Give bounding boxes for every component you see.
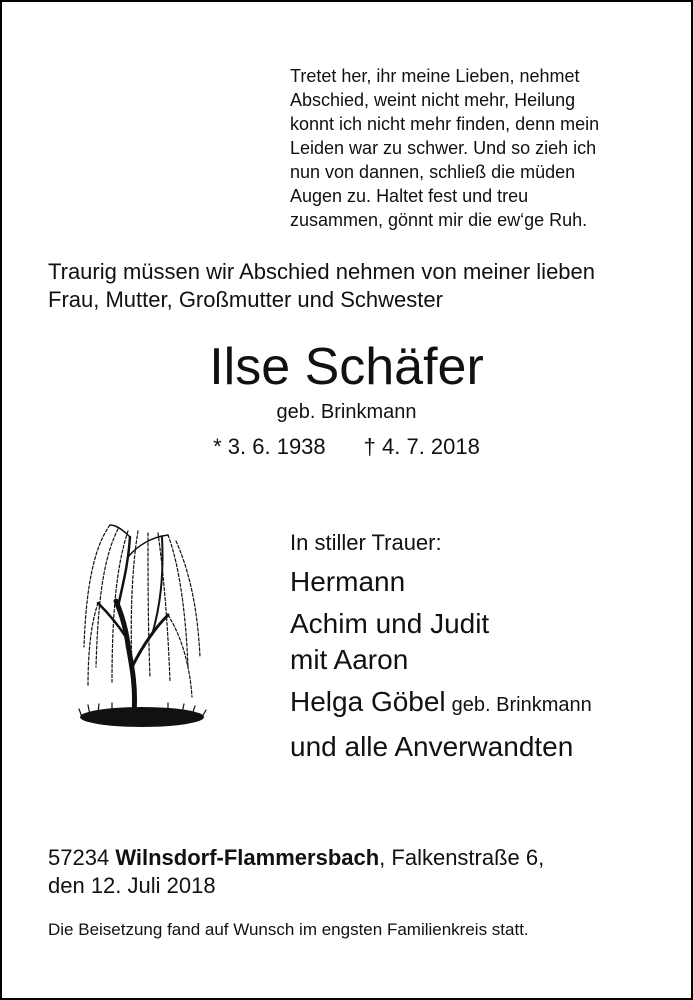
weeping-willow-icon	[72, 517, 212, 737]
mourner-entry	[290, 564, 690, 600]
burial-note: Die Beisetzung fand auf Wunsch im engsten Familienkreis statt.	[48, 920, 529, 939]
maiden-name: geb. Brinkmann	[276, 401, 417, 423]
intro-text	[48, 258, 688, 314]
poem	[290, 64, 690, 232]
mourner-name: Achim und Judit	[290, 608, 490, 639]
poem-line: Abschied, weint nicht mehr, Heilung	[290, 90, 576, 110]
mourner-name: mit Aaron	[290, 644, 409, 675]
mourner-name: Hermann	[290, 566, 406, 597]
mourner-entry	[290, 606, 690, 678]
poem-line: Leiden war zu schwer. Und so zieh ich	[290, 138, 597, 158]
poem-line: konnt ich nicht mehr finden, denn mein	[290, 114, 600, 134]
mourner-entry	[290, 684, 690, 723]
poem-line: nun von dannen, schließ die müden	[290, 162, 576, 182]
mourner-maiden-name: geb. Brinkmann	[451, 694, 592, 716]
city: Wilnsdorf-Flammersbach	[115, 845, 380, 870]
street: , Falkenstraße 6,	[379, 845, 545, 870]
intro-line: Frau, Mutter, Großmutter und Schwester	[48, 287, 443, 312]
life-dates	[2, 433, 691, 461]
date-line: den 12. Juli 2018	[48, 873, 216, 898]
intro-line: Traurig müssen wir Abschied nehmen von meiner lieben	[48, 259, 596, 284]
address-line	[48, 844, 688, 872]
death-date: † 4. 7. 2018	[363, 434, 480, 459]
address-block	[48, 844, 688, 900]
deceased-name: Ilse Schäfer	[209, 338, 484, 396]
mourners-block	[290, 528, 690, 771]
mourner-name: und alle Anverwandten	[290, 731, 574, 762]
mourners-label: In stiller Trauer:	[290, 530, 442, 555]
poem-line: Augen zu. Haltet fest und treu	[290, 186, 529, 206]
mourner-name-text: Helga Göbel	[290, 686, 446, 717]
mourner-name	[290, 684, 690, 723]
birth-date: * 3. 6. 1938	[213, 434, 326, 459]
poem-line: zusammen, gönnt mir die ew‘ge Ruh.	[290, 210, 588, 230]
postcode: 57234	[48, 845, 110, 870]
poem-line: Tretet her, ihr meine Lieben, nehmet	[290, 66, 580, 86]
mourner-entry	[290, 729, 690, 765]
